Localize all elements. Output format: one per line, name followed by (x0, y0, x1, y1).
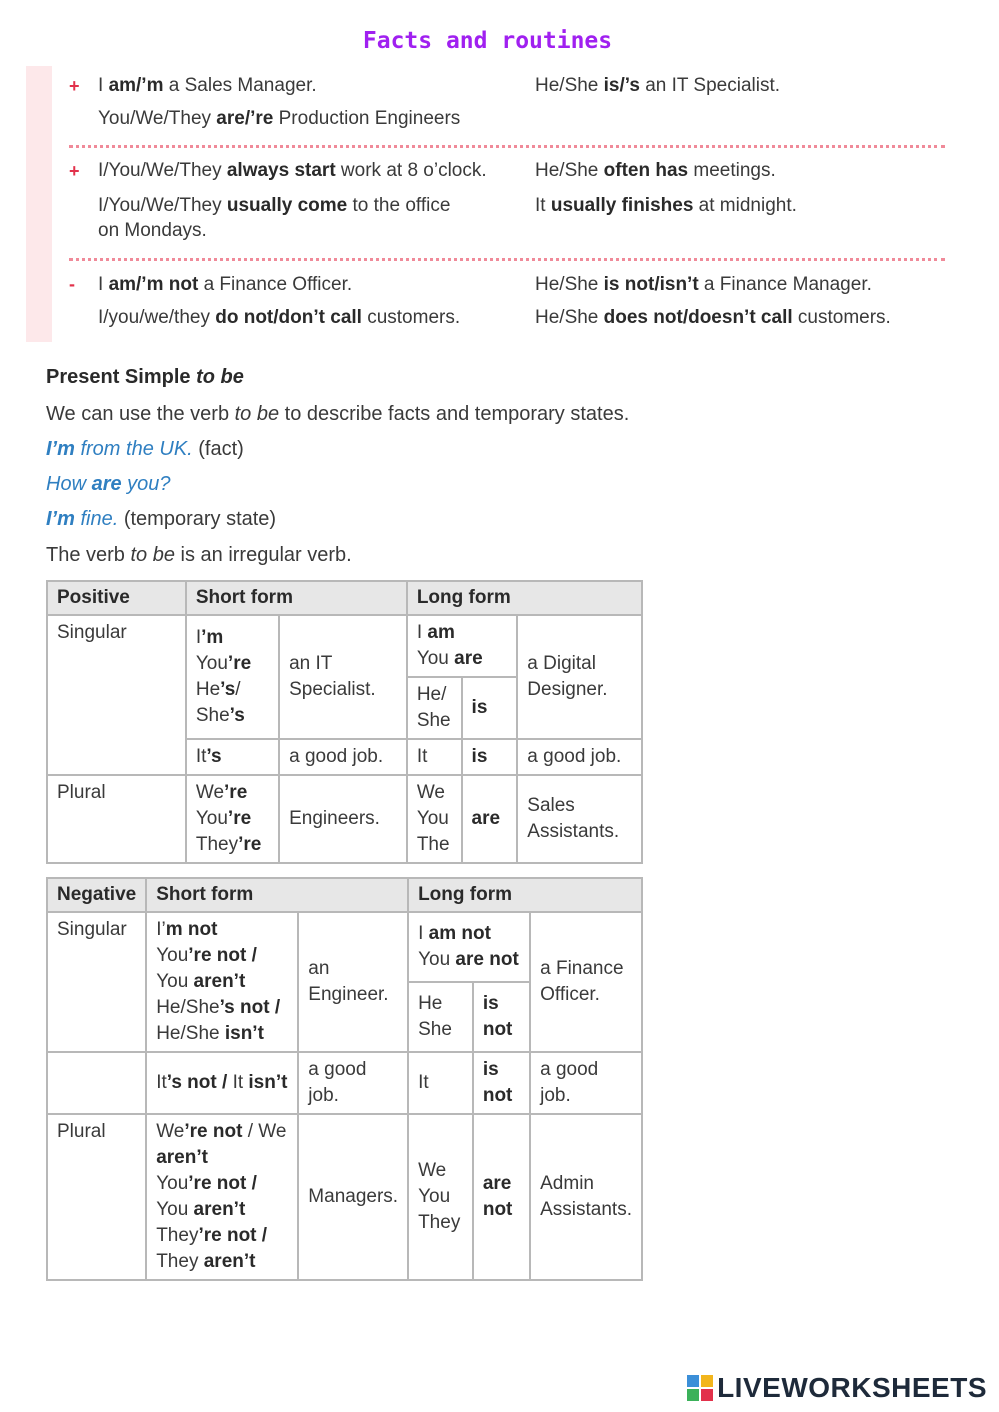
table-cell: are (462, 775, 518, 863)
table-header: Negative (47, 878, 146, 912)
explanation-line: The verb to be is an irregular verb. (46, 544, 352, 566)
table-cell: It (407, 739, 462, 775)
summary-line: He/She does not/doesn’t call customers. (535, 307, 891, 328)
summary-line: I/You/We/They usually come to the office (98, 195, 451, 216)
table-cell: I’m not You’re not / You aren’t He/She’s not / He/She isn’t (146, 912, 298, 1052)
row-label: Plural (47, 775, 186, 863)
row-label: Singular (47, 912, 146, 1052)
negative-sign: - (69, 274, 75, 294)
summary-line: I am/’m not a Finance Officer. (98, 274, 353, 295)
table-header: Long form (408, 878, 642, 912)
summary-box (26, 66, 920, 342)
page-title: Facts and routines (362, 28, 613, 54)
table-cell: He She (408, 982, 473, 1052)
table-cell: a Finance Officer. (530, 912, 642, 1052)
summary-line: It usually finishes at midnight. (535, 195, 797, 216)
positive-table (46, 580, 643, 864)
table-header: Short form (186, 581, 407, 615)
table-cell: a good job. (530, 1052, 642, 1114)
table-cell: a good job. (517, 739, 642, 775)
negative-table (46, 877, 643, 1281)
table-cell: is not (473, 1052, 530, 1114)
accent-bar (26, 66, 52, 342)
table-cell: I am not You are not (408, 912, 530, 982)
table-cell: Engineers. (279, 775, 407, 863)
summary-line: You/We/They are/’re Production Engineers (98, 108, 461, 129)
table-header: Short form (146, 878, 408, 912)
positive-sign: + (69, 76, 80, 96)
table-header: Long form (407, 581, 642, 615)
summary-line: He/She often has meetings. (535, 160, 776, 181)
summary-line: I/You/We/They always start work at 8 o’clock. (98, 160, 487, 181)
table-cell: We You They (408, 1114, 473, 1280)
positive-sign: + (69, 161, 80, 181)
table-cell: Managers. (298, 1114, 408, 1280)
table-cell: a good job. (298, 1052, 408, 1114)
explanation-line: We can use the verb to be to describe facts and temporary states. (46, 403, 630, 425)
example-line: How are you? (46, 473, 171, 495)
table-cell: We’re not / We aren’t You’re not / You aren’t They’re not / They aren’t (146, 1114, 298, 1280)
table-cell: an Engineer. (298, 912, 408, 1052)
table-cell: He/ She (407, 677, 462, 739)
summary-line: on Mondays. (98, 220, 207, 241)
liveworksheets-logo: LIVEWORKSHEETS (687, 1372, 987, 1404)
table-cell: I am You are (407, 615, 517, 677)
table-cell: are not (473, 1114, 530, 1280)
table-cell: Sales Assistants. (517, 775, 642, 863)
row-label: Singular (47, 615, 186, 775)
summary-line: He/She is/’s an IT Specialist. (535, 75, 781, 96)
table-cell: is not (473, 982, 530, 1052)
example-line: I’m fine. (temporary state) (46, 508, 277, 530)
logo-mark-icon (687, 1375, 713, 1401)
table-cell: It’s not / It isn’t (146, 1052, 298, 1114)
table-cell (47, 1052, 146, 1114)
table-cell: We’re You’re They’re (186, 775, 279, 863)
row-label: Plural (47, 1114, 146, 1280)
summary-line: I/you/we/they do not/don’t call customers. (98, 307, 461, 328)
table-cell: It’s (186, 739, 279, 775)
table-header: Positive (47, 581, 186, 615)
summary-line: I am/’m a Sales Manager. (98, 75, 317, 96)
section-heading: Present Simple to be (46, 366, 244, 388)
table-cell: is (462, 739, 518, 775)
table-cell: I’m You’re He’s/ She’s (186, 615, 279, 739)
table-cell: It (408, 1052, 473, 1114)
dotted-divider (69, 145, 945, 148)
example-line: I’m from the UK. (fact) (46, 438, 244, 460)
table-cell: an IT Specialist. (279, 615, 407, 739)
table-cell: Admin Assistants. (530, 1114, 642, 1280)
table-cell: a Digital Designer. (517, 615, 642, 739)
summary-line: He/She is not/isn’t a Finance Manager. (535, 274, 872, 295)
table-cell: is (462, 677, 518, 739)
table-cell: We You The (407, 775, 462, 863)
dotted-divider (69, 258, 945, 261)
table-cell: a good job. (279, 739, 407, 775)
